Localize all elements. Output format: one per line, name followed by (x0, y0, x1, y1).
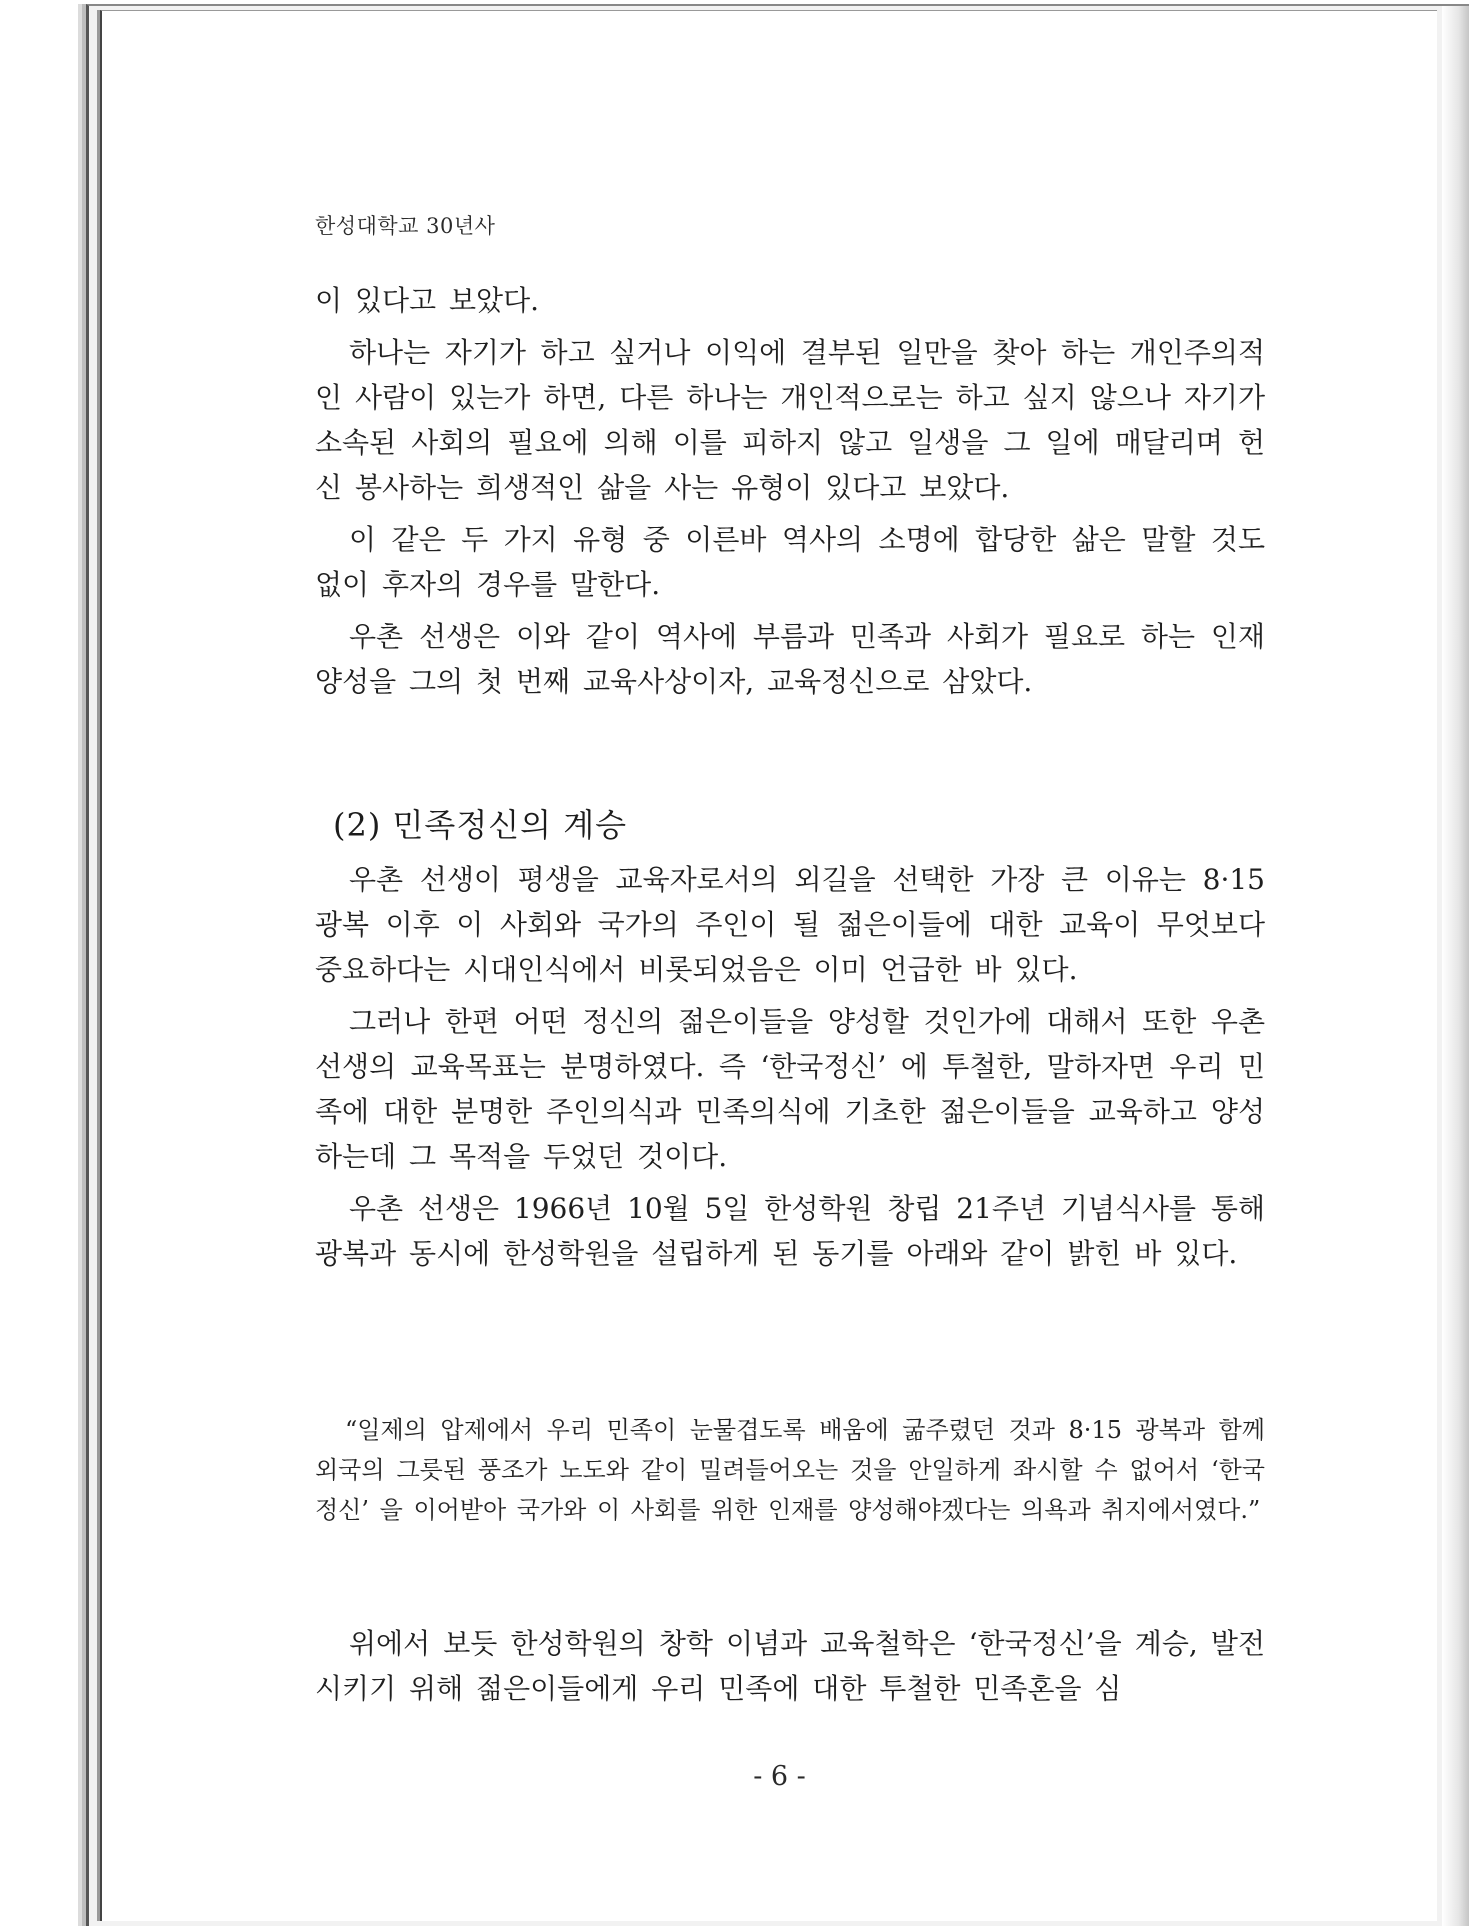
paragraph: 우촌 선생은 1966년 10월 5일 한성학원 창립 21주년 기념식사를 통해 광복과 동시에 한성학원을 설립하게 된 동기를 아래와 같이 밝힌 바 있다. (315, 1192, 1265, 1270)
page-edge-shading (1442, 6, 1469, 1926)
running-header: 한성대학교 30년사 (315, 214, 496, 238)
paragraph: 우촌 선생은 이와 같이 역사에 부름과 민족과 사회가 필요로 하는 인재 양성을 그의 첫 번째 교육사상이자, 교육정신으로 삼았다. (315, 620, 1265, 698)
paragraph: 그러나 한편 어떤 정신의 젊은이들을 양성할 것인가에 대해서 또한 우촌 선생의 교육목표는 분명하였다. 즉 ‘한국정신’ 에 투철한, 말하자면 우리 민족에 대한 분명한 주인의식과 민족의식에 기초한 젊은이들을 교육하고 양성하는데 그 목적을 두었던 것이다. (315, 1005, 1265, 1173)
paragraph: 하나는 자기가 하고 싶거나 이익에 결부된 일만을 찾아 하는 개인주의적인 사람이 있는가 하면, 다른 하나는 개인적으로는 하고 싶지 않으나 자기가 소속된 사회의 필요에 의해 이를 피하지 않고 일생을 그 일에 매달리며 헌신 봉사하는 희생적인 삶을 사는 유형이 있다고 보았다. (315, 336, 1265, 504)
paragraph: 위에서 보듯 한성학원의 창학 이념과 교육철학은 ‘한국정신’을 계승, 발전시키기 위해 젊은이들에게 우리 민족에 대한 투철한 민족혼을 심 (315, 1627, 1265, 1705)
text-block-closing (315, 1621, 1265, 1718)
block-quote (315, 1410, 1265, 1530)
paragraph: 이 같은 두 가지 유형 중 이른바 역사의 소명에 합당한 삶은 말할 것도 없이 후자의 경우를 말한다. (315, 523, 1265, 601)
paragraph: 우촌 선생이 평생을 교육자로서의 외길을 선택한 가장 큰 이유는 8·15 광복 이후 이 사회와 국가의 주인이 될 젊은이들에 대한 교육이 무엇보다 중요하다는 시대인식에서 비롯되었음은 이미 언급한 바 있다. (315, 863, 1265, 986)
paragraph: 이 있다고 보았다. (315, 284, 540, 317)
section-heading: (2) 민족정신의 계승 (333, 806, 628, 844)
text-block-intro (315, 278, 1265, 711)
quote-text: “일제의 압제에서 우리 민족이 눈물겹도록 배움에 굶주렸던 것과 8·15 광복과 함께 외국의 그릇된 풍조가 노도와 같이 밀려들어오는 것을 안일하게 좌시할 수 없어서 ‘한국정신’ 을 이어받아 국가와 이 사회를 위한 인재를 양성해야겠다는 의욕과 취지에서였다.” (315, 1416, 1265, 1524)
page-number: - 6 - (753, 1761, 806, 1792)
text-block-section (315, 857, 1265, 1283)
